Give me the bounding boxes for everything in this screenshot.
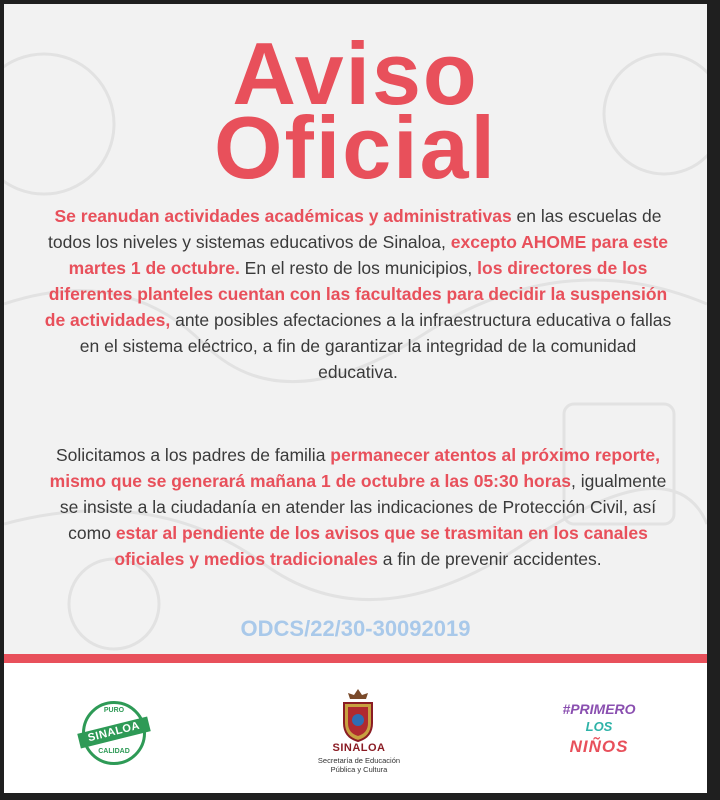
title-aviso: Aviso — [232, 24, 479, 123]
p2-segment: Solicitamos a los padres de familia — [56, 445, 331, 465]
notice-card — [4, 4, 707, 793]
sinaloa-shield-icon — [338, 687, 378, 743]
p2-segment: permanecer atentos al próximo reporte, mismo que se generará mañana 1 de octubre a las 05:30 horas — [49, 445, 660, 491]
puro-logo-bottom: CALIDAD — [98, 748, 130, 755]
title-oficial: Oficial — [214, 98, 497, 197]
paragraph-1 — [38, 203, 678, 385]
p2-segment: a fin de prevenir accidentes. — [377, 549, 602, 569]
primero-logo-line1: #PRIMERO — [562, 701, 636, 717]
puro-logo-band: SINALOA — [77, 717, 150, 749]
p2-segment: , igualmente se insiste a la ciudadanía en atender las indicaciones de Protección Civil, así como — [59, 471, 667, 543]
p1-segment: ante posibles afectaciones a la infraestructura educativa o fallas en el sistema eléctrico, a fin de garantizar la integridad de la comunidad educativa. — [79, 310, 672, 382]
puro-sinaloa-logo — [82, 701, 146, 765]
sinaloa-logo-line1: Secretaría de Educación — [317, 756, 401, 765]
p1-segment: En el resto de los municipios, — [239, 258, 478, 278]
puro-logo-top: PURO — [103, 707, 125, 714]
p1-segment: Se reanudan actividades académicas y administrativas — [54, 206, 512, 226]
p1-segment: en las escuelas de todos los niveles y sistemas educativos de Sinaloa, — [48, 206, 662, 252]
sinaloa-logo-line2: Pública y Cultura — [330, 765, 388, 774]
p1-segment: excepto AHOME para este martes 1 de octubre. — [68, 232, 668, 278]
reference-code: ODCS/22/30-30092019 — [240, 616, 471, 641]
footer-divider — [4, 654, 707, 663]
primero-logo-line2: LOS — [585, 719, 613, 734]
footer — [4, 663, 707, 793]
paragraph-2 — [38, 442, 678, 572]
sinaloa-logo-name: SINALOA — [332, 742, 386, 754]
primero-los-ninos-logo — [554, 701, 644, 771]
p1-segment: los directores de los diferentes planteles cuentan con las facultades para decidir la suspensión de actividades, — [44, 258, 668, 330]
primero-logo-line3: NIÑOS — [569, 737, 629, 756]
sinaloa-logo-subtitle — [274, 756, 444, 774]
p2-segment: estar al pendiente de los avisos que se trasmitan en los canales oficiales y medios tradicionales — [114, 523, 648, 569]
